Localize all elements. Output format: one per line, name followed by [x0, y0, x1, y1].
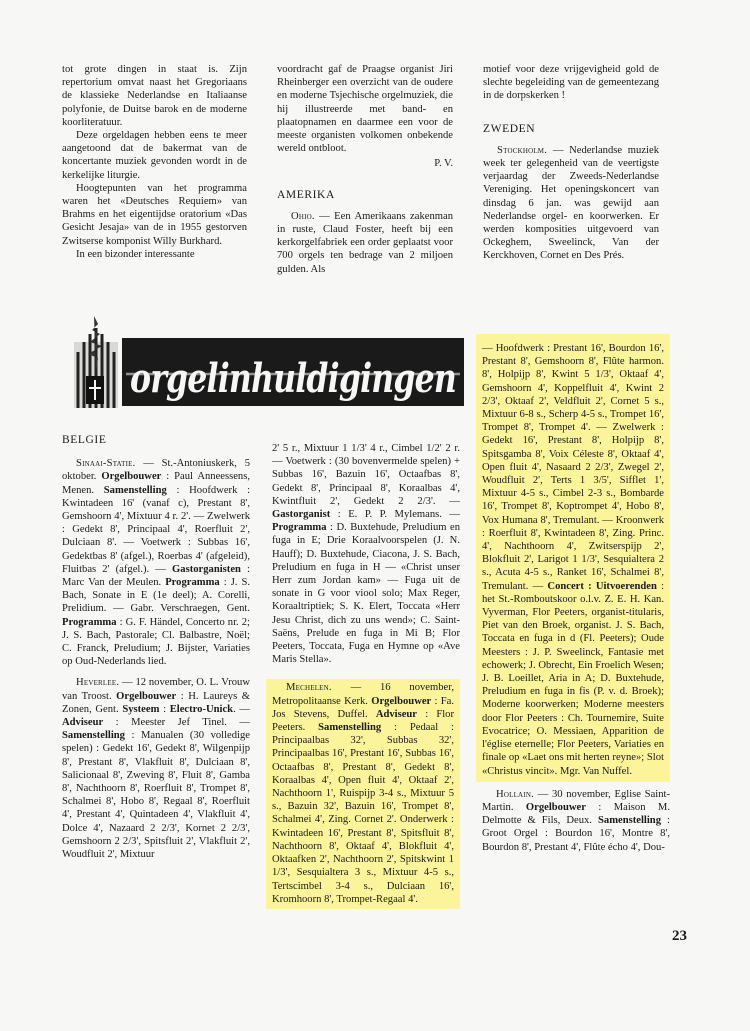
orgelinhuldigingen-banner	[68, 312, 464, 412]
paragraph	[277, 210, 453, 276]
text: : Pedaal : Principaalbas 32', Subbas 32', Principaalbas 16', Prestant 16', Subbas 16', Octaafbas 8', Prestant 8', Gedekt 8', Koraalbas 4', Open fluit 4', Oktaaf 2', Nachthoorn 1', Ruispijp 3-4 s., Mixtuur 5 s., Bazuin 32', Bazuin 16', Trompet 8', Schalmei 4', Zing. Cornet 2'. Onderwerk : Kwintadeen 16', Prestant 8', Spitsfluit 8', Nachthoorn 8', Oktaaf 4', Blokfluit 4', Oktaafken 2', Nachthoorn 2', Spitskwint 1 1/3', Sesquialtera 3 s., Mixtuur 4-5 s., Tertscimbel 3-4 s., Dulciaan 16', Kromhoorn 8', Trompet-Regaal 4'.	[272, 722, 454, 905]
text: : G. F. Händel, Concerto nr. 2; J. S. Bach, Pastorale; Cl. Balbastre, Noël; C. Franck, Preludium; J. Bijster, Variaties op Oud-Nederlands lied.	[62, 616, 250, 668]
highlight-mechelen-continued	[476, 334, 670, 782]
text: : Marc Van der Meulen.	[62, 563, 250, 589]
label: Orgelbouwer	[371, 695, 432, 707]
text: : E. P. P. Mylemans. —	[330, 509, 460, 521]
entry-heverlee	[62, 676, 250, 861]
label: Programma	[165, 577, 220, 589]
signature: P. V.	[434, 158, 453, 170]
section-heading-belgie: BELGIE	[62, 434, 107, 446]
paragraph: tot grote dingen in staat is. Zijn repertorium omvat naast het Gregoriaans de klassieke Nederlandse en Italiaanse polyfonie, de Duitse barok en de moderne koorliteratuur.	[62, 64, 247, 128]
text: — 12 november, O. L. Vrouw van Troost.	[62, 677, 250, 702]
text: :	[159, 703, 170, 715]
paragraph: voordracht gaf de Praagse organist Jiri Rheinberger een overzicht van de oudere en moderne Tsjechische orgelmuziek, die hij illustreerde met band- en plaatopnamen en daarmee een voor de meeste organisten volkomen onbekende wereld ontbloot.	[277, 64, 453, 155]
label: Concert : Uitvoerenden	[547, 580, 657, 592]
text: : Flor Peeters.	[272, 708, 454, 734]
label: Orgelbouwer	[116, 690, 177, 702]
label: Samenstelling	[318, 722, 382, 734]
page-number: 23	[672, 928, 687, 944]
text: 2' 5 r., Mixtuur 1 1/3' 4 r., Cimbel 1/2' 2 r. — Voetwerk : (30 bovenvermelde spelen) + Subbas 16', Bazuin 16', Octaafbas 8', Gedekt 8', Principaal 8', Koraalbas 4', Kwintfluit 2', Gedekt 2 2/3'. —	[272, 443, 460, 507]
text: — St.-Antoniuskerk, 5 oktober.	[62, 458, 250, 483]
label: Gastorganist	[272, 509, 331, 521]
text: . —	[233, 703, 250, 715]
label: Samenstelling	[103, 484, 167, 496]
label: Orgelbouwer	[525, 801, 586, 813]
label: Orgelbouwer	[101, 471, 162, 483]
paragraph: motief voor deze vrijgevigheid gold de slechte begeleiding van de gemeentezang in de dorpskerken !	[483, 64, 659, 102]
label: Programma	[62, 616, 117, 628]
entry-sinaai	[62, 457, 250, 668]
top-column-2	[277, 63, 453, 276]
section-heading-zweden: ZWEDEN	[483, 122, 536, 135]
text: — 30 november, Eglise Saint-Martin.	[482, 788, 670, 813]
banner-title: orgelinhuldigingen	[130, 355, 456, 402]
text: : Paul Anneessens, Menen.	[62, 471, 250, 496]
paragraph: In een bizonder interessante	[76, 248, 195, 260]
belgie-column-3	[482, 334, 670, 854]
text: — Een Amerikaans zakenman in ruste, Claud Foster, heeft bij een kerkorgelfabriek een order geplaatst voor 700 orgels ten bedrage van 2 miljoen gulden. Als	[277, 210, 453, 275]
place-lead: Stockholm.	[497, 144, 548, 156]
paragraph	[483, 144, 659, 263]
highlight-mechelen	[266, 679, 460, 908]
organ-pipes-emblem-icon	[74, 316, 118, 408]
entry-mechelen	[272, 681, 454, 905]
text: : Groot Orgel : Bourdon 16', Montre 8', Bourdon 8', Prestant 4', Flûte écho 4', Dou-	[482, 815, 670, 853]
text: : J. S. Bach, Sonate in E (1e deel); A. Corelli, Prelidium. — Gabr. Verschraegen, Gent.	[62, 577, 251, 615]
text: : Fa. Jos Stevens, Duffel.	[272, 695, 455, 720]
text: : het St.-Romboutskoor o.l.v. Z. E. H. Kan. Vyverman, Flor Peeters, organist-titularis, Piet van den Broek, organist. J. S. Bach, Toccata en fuga in d (Fl. Peeters); Oude Meesters : J. P. Sweelinck, Fantasie met echowerk; J. Obrecht, Ein Froelich Wesen; J. B. Loeillet, Aria in A; D. Buxtehude, Preludium en fuga in fis (P. v. d. Broek); Moderne koorwerken; Moderne meesters door Flor Peeters : Ch. Tournemire, Suite Evocatrice; O. Messiaen, Apparition de l'église eternelle; Flor Peeters, Variaties en finale op «Laet ons mit herten reyne»; Slot «Christus vincit». Mgr. Van Nuffel.	[482, 580, 665, 777]
paragraph: Deze orgeldagen hebben eens te meer aangetoond dat de bakermat van de koncertante muziek gevonden wordt in de kerkelijke liturgie.	[62, 130, 247, 181]
place-lead: Sinaai-Statie.	[76, 458, 136, 470]
label: Adviseur	[375, 708, 418, 720]
text: — Nederlandse muziek week ter gelegenheid van de veertigste verjaardag der Zweeds-Nederlandse Vereniging. Het openingskoncert van dinsdag 6 jan. was gewijd aan Nederlandse orgel- en koorwerken. Er werden komposities uitgevoerd van Ockeghem, Sweelinck, Van der Kerckhoven, Cornet en Des Prés.	[483, 144, 659, 262]
text: — 16 november, Metropolitaanse Kerk.	[272, 682, 454, 707]
text: : H. Laureys & Zonen, Gent.	[62, 690, 250, 715]
text: : Meester Jef Tinel. —	[103, 717, 250, 729]
value: Electro-Unick	[169, 703, 234, 715]
text: : Manualen (30 volledige spelen) : Gedekt 16', Gedekt 8', Wilgenpijp 8', Prestant 8', Vlakfluit 8', Dulciaan 8', Salicionaal 8', Zweving 8', Fluit 8', Gamba 8', Nachthoorn 8', Roerfluit 8', Trompet 8', Schalmei 8', Hobo 8', Regaal 8', Roerfluit 4', Prestant 4', Quintadeen 4', Vlakfluit 4', Dolce 4', Nazaard 2 2/3', Kornet 2 2/3', Gemshoorn 2 2/3', Spitsfluit 2', Vlakfluit 2', Woudfluit 2', Mixtuur	[62, 730, 250, 861]
label: Samenstelling	[598, 815, 661, 827]
label: Samenstelling	[62, 730, 125, 742]
entry-mechelen-continued	[482, 342, 664, 778]
place-lead: Hollain.	[496, 788, 534, 800]
entry-hollain	[482, 788, 670, 854]
paragraph: Hoogtepunten van het programma waren het «Deutsches Requiem» van Brahms en het eigentijdse oratorium «Das Gesicht Jesaja» van de in 1955 gestorven Zwitserse komponist Willy Burkhard.	[62, 182, 247, 247]
place-lead: Heverlee.	[76, 677, 120, 689]
section-heading-amerika: AMERIKA	[277, 188, 335, 201]
text: : Maison M. Delmotte & Fils, Deux.	[482, 801, 670, 827]
text: : D. Buxtehude, Preludium en fuga in E; Drie Koraalvoorspelen (J. N. Hauff); D. Buxtehude, Ciacona, J. S. Bach, Preludium en fuga in H — «Christ unser Herr zum Jordan kam» — Fuga uit de sonate in G voor viool solo; Max Reger, Koraaltriptiek; S. K. Elert, Toccata «Herr Jesu Christ, dich zu uns wend»; C. Saint-Saëns, Prelude en fuga in Mi B; Flor Peeters, Toccata, Fuga en Hymne op «Ave Maris Stella».	[272, 522, 460, 666]
belgie-column-2	[272, 442, 460, 909]
top-column-1	[62, 63, 247, 261]
place-lead: Mechelen.	[286, 682, 332, 694]
label: Programma	[272, 522, 327, 534]
text: — Hoofdwerk : Prestant 16', Bourdon 16', Prestant 8', Gemshoorn 8', Flûte harmon. 8', Holpijp 8', Kwint 5 1/3', Oktaaf 4', Gemshoorn 4', Koppelfluit 4', Kwint 2 2/3', Oktaaf 2', Veldfluit 2', Cornet 5 s., Mixtuur 6-8 s., Scherp 4-5 s., Trompet 16', Trompet 8', Trompet 4'. — Zwelwerk : Gedekt 16', Prestant 8', Holpijp 8', Spitsgamba 8', Voix Céleste 8', Oktaaf 4', Open fluit 4', Nasaard 2 2/3', Zwegel 2', Woudfluit 2', Terts 1 3/5', Sifflet 1', Mixtuur 4-5 s., Cimbel 2-3 s., Bombarde 16', Trompet 8', Koptrompet 4', Hobo 8', Vox Humana 8', Tremulant. — Kroonwerk : Roerfluit 8', Kwintadeen 8', Zing. Princ. 4', Nachthoorn 4', Zwitserspijp 2', Blokfluit 2', Larigot 1 1/3', Sesquialtera 2 s., Acuta 4-5 s., Ranket 16', Schalmei 8', Tremulant. —	[482, 343, 664, 592]
entry-heverlee-continued	[272, 442, 460, 666]
place-lead: Ohio.	[291, 210, 315, 222]
text: : Hoofdwerk : Kwintadeen 16' (vanaf c), Prestant 8', Gemshoorn 4', Mixtuur 4 r. 2'. — Zwelwerk : Gedekt 8', Principaal 4', Roerfluit 2', Dulciaan 8'. — Voetwerk : Subbas 16', Gedektbas 8' (afgel.), Roerbas 4' (afgeleid), Fluitbas 2' (afgel.). —	[62, 484, 251, 575]
label: Systeem	[122, 703, 160, 715]
belgie-column-1	[62, 434, 250, 861]
label: Gastorganisten	[172, 563, 241, 575]
label: Adviseur	[62, 717, 104, 729]
top-column-3	[483, 63, 659, 263]
